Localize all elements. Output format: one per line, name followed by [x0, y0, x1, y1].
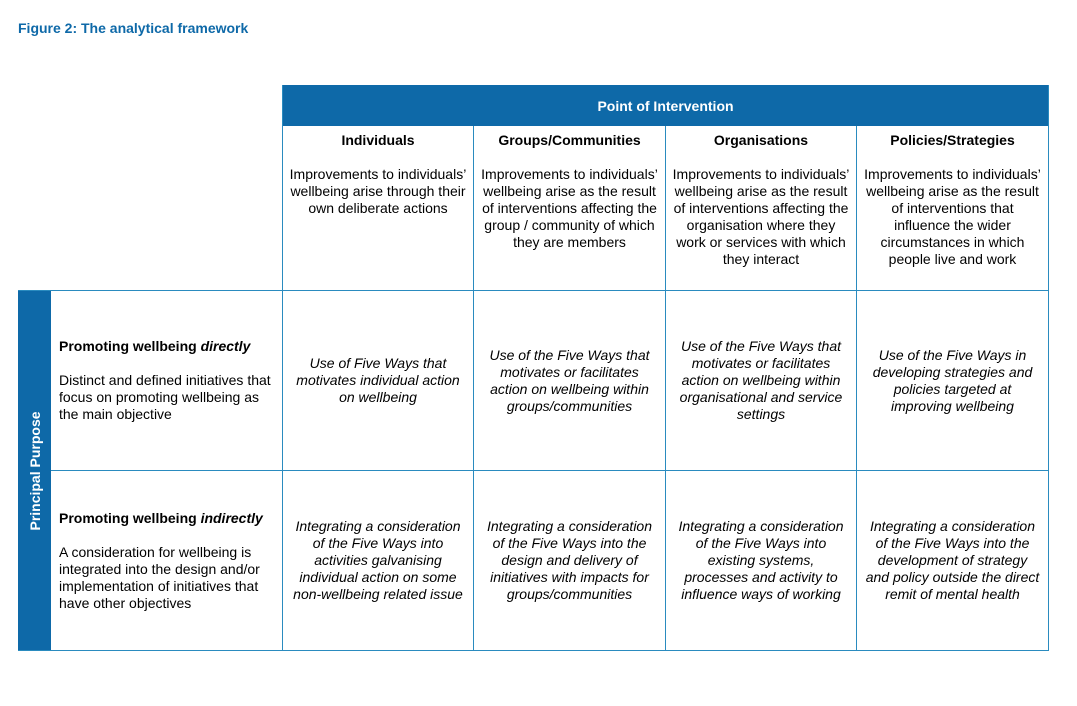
cell-indirectly-individuals: Integrating a consideration of the Five Ways into activities galvanising individual action on some non-wellbeing related issue: [293, 518, 463, 602]
column-label: Groups/Communities: [498, 132, 641, 148]
column-header-groups-communities: [474, 126, 665, 290]
figure-title: Figure 2: The analytical framework: [18, 20, 249, 36]
row-header-directly: [51, 291, 282, 470]
cell-directly-individuals: Use of Five Ways that motivates individual action on wellbeing: [296, 355, 460, 405]
grid-line: [1048, 85, 1049, 651]
column-header-policies-strategies: [857, 126, 1048, 290]
cell-directly-organisations: Use of the Five Ways that motivates or facilitates action on wellbeing within organisational and service settings: [679, 338, 843, 422]
column-label: Organisations: [713, 132, 809, 148]
cell-indirectly-groups: Integrating a consideration of the Five Ways into the design and delivery of initiatives with impacts for groups/communities: [487, 518, 652, 602]
point-of-intervention-header: [282, 85, 1049, 126]
column-header-individuals: [283, 126, 473, 290]
column-description: Improvements to individuals’ wellbeing arise as the result of interventions affecting the group / community of which they are members: [481, 166, 658, 250]
grid-line: [18, 650, 1049, 651]
column-description: Improvements to individuals’ wellbeing arise as the result of interventions affecting the organisation where they work or services with which they interact: [672, 166, 850, 267]
row-label: Promoting wellbeing indirectly: [59, 509, 263, 526]
principal-purpose-bar: [18, 290, 51, 651]
point-of-intervention-label: Point of Intervention: [597, 97, 734, 114]
cell-directly-groups: Use of the Five Ways that motivates or facilitates action on wellbeing within groups/communities: [489, 346, 650, 414]
column-label: Individuals: [341, 132, 415, 148]
row-description: Distinct and defined initiatives that focus on promoting wellbeing as the main objective: [59, 372, 271, 422]
column-description: Improvements to individuals’ wellbeing arise through their own deliberate actions: [289, 166, 467, 216]
cell-directly-policies: Use of the Five Ways in developing strategies and policies targeted at improving wellbeing: [872, 346, 1033, 414]
cell-indirectly-organisations: Integrating a consideration of the Five Ways into existing systems, processes and activity to influence ways of working: [678, 518, 844, 602]
column-description: Improvements to individuals’ wellbeing arise as the result of interventions that influence the wider circumstances in which people live and work: [864, 166, 1041, 267]
principal-purpose-label: Principal Purpose: [26, 410, 43, 531]
row-label: Promoting wellbeing directly: [59, 338, 251, 354]
column-header-organisations: [666, 126, 856, 290]
cell-indirectly-policies: Integrating a consideration of the Five Ways into the development of strategy and policy outside the direct remit of mental health: [865, 518, 1040, 602]
row-description: A consideration for wellbeing is integrated into the design and/or implementation of initiatives that have other objectives: [59, 543, 260, 611]
row-header-indirectly: [51, 471, 282, 650]
column-label: Policies/Strategies: [890, 132, 1015, 148]
